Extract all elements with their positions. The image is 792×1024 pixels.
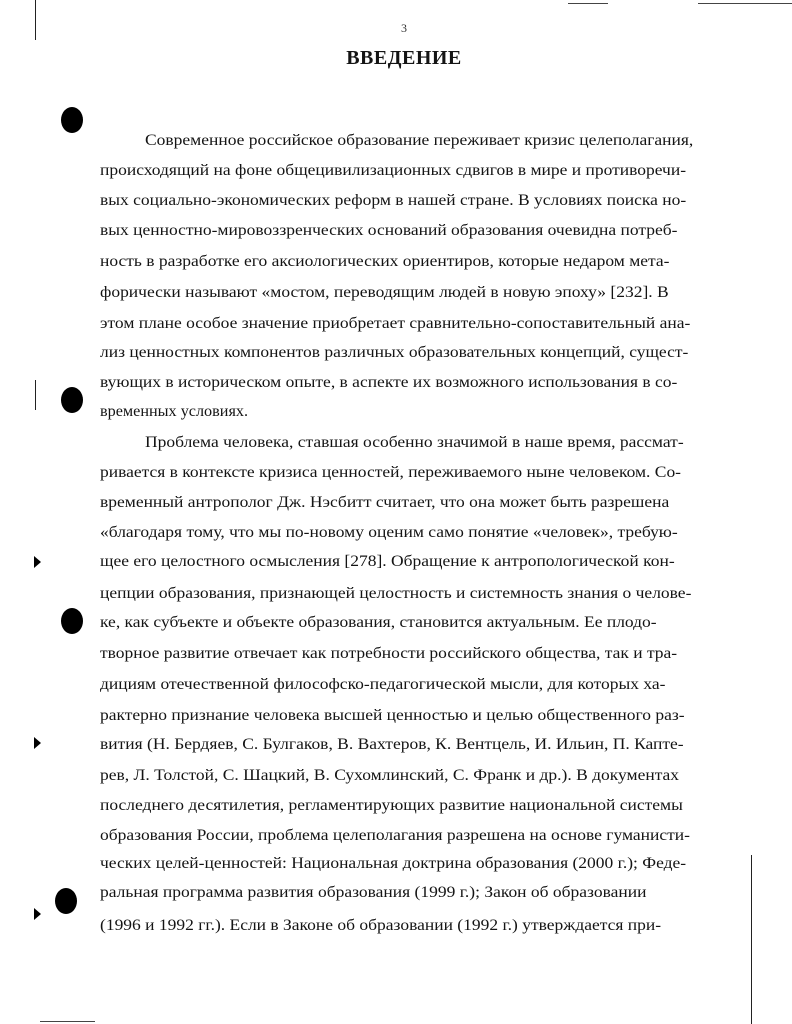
text-line: вующих в историческом опыте, в аспекте их возможного использования в со- bbox=[100, 373, 678, 391]
text-line: вых социально-экономических реформ в нашей стране. В условиях поиска но- bbox=[100, 191, 687, 209]
text-line: ность в разработке его аксиологических ориентиров, которые недаром мета- bbox=[100, 252, 670, 270]
scan-edge-line bbox=[698, 3, 792, 4]
text-line: временных условиях. bbox=[100, 402, 249, 420]
binder-hole bbox=[61, 608, 83, 634]
binder-hole bbox=[61, 107, 83, 133]
text-line: рев, Л. Толстой, С. Шацкий, В. Сухомлинский, С. Франк и др.). В документах bbox=[100, 766, 680, 784]
text-line: ческих целей-ценностей: Национальная доктрина образования (2000 г.); Феде- bbox=[100, 854, 687, 872]
text-line: происходящий на фоне общецивилизационных сдвигов в мире и противоречи- bbox=[100, 161, 687, 179]
scan-mark bbox=[34, 737, 41, 749]
text-line: дициям отечественной философско-педагогической мысли, для которых ха- bbox=[100, 675, 666, 693]
text-line: вития (Н. Бердяев, С. Булгаков, В. Вахтеров, К. Вентцель, И. Ильин, П. Каптe- bbox=[100, 735, 684, 753]
binder-hole bbox=[61, 387, 83, 413]
page-number: 3 bbox=[401, 21, 407, 35]
scan-edge-line bbox=[568, 3, 608, 4]
text-line: этом плане особое значение приобретает сравнительно-сопоставительный ана- bbox=[100, 314, 691, 332]
text-line: ральная программа развития образования (1999 г.); Закон об образовании bbox=[100, 883, 647, 901]
text-line: творное развитие отвечает как потребности российского общества, так и тра- bbox=[100, 644, 678, 662]
text-line: (1996 и 1992 гг.). Если в Законе об образовании (1992 г.) утверждается при- bbox=[100, 916, 662, 934]
scan-edge-line bbox=[40, 1021, 95, 1022]
text-line: рактерно признание человека высшей ценностью и целью общественного раз- bbox=[100, 706, 685, 724]
text-line: образования России, проблема целеполагания разрешена на основе гуманисти- bbox=[100, 826, 690, 844]
text-line: временный антрополог Дж. Нэсбитт считает, что она может быть разрешена bbox=[100, 493, 670, 511]
binder-hole bbox=[55, 888, 77, 914]
text-line: лиз ценностных компонентов различных образовательных концепций, сущест- bbox=[100, 343, 689, 361]
text-line: последнего десятилетия, регламентирующих развитие национальной системы bbox=[100, 796, 683, 814]
text-line: Проблема человека, ставшая особенно значимой в наше время, рассмат- bbox=[145, 433, 684, 451]
text-line: цепции образования, признающей целостность и системность знания о челове- bbox=[100, 584, 692, 602]
text-line: «благодаря тому, что мы по-новому оценим само понятие «человек», требую- bbox=[100, 523, 678, 541]
scan-edge-line bbox=[751, 855, 752, 1024]
text-line: ке, как субъекте и объекте образования, становится актуальным. Ее плодо- bbox=[100, 613, 657, 631]
text-line: Современное российское образование переживает кризис целеполагания, bbox=[145, 131, 694, 149]
text-line: щее его целостного осмысления [278]. Обращение к антропологической кон- bbox=[100, 552, 675, 570]
scan-edge-line bbox=[35, 380, 36, 410]
page-title: ВВЕДЕНИЕ bbox=[346, 47, 462, 69]
text-line: ривается в контексте кризиса ценностей, переживаемого ныне человеком. Со- bbox=[100, 463, 682, 481]
text-line: вых ценностно-мировоззренческих оснований образования очевидна потреб- bbox=[100, 221, 678, 239]
text-line: форически называют «мостом, переводящим людей в новую эпоху» [232]. В bbox=[100, 283, 669, 301]
scan-mark bbox=[34, 908, 41, 920]
scan-mark bbox=[34, 556, 41, 568]
